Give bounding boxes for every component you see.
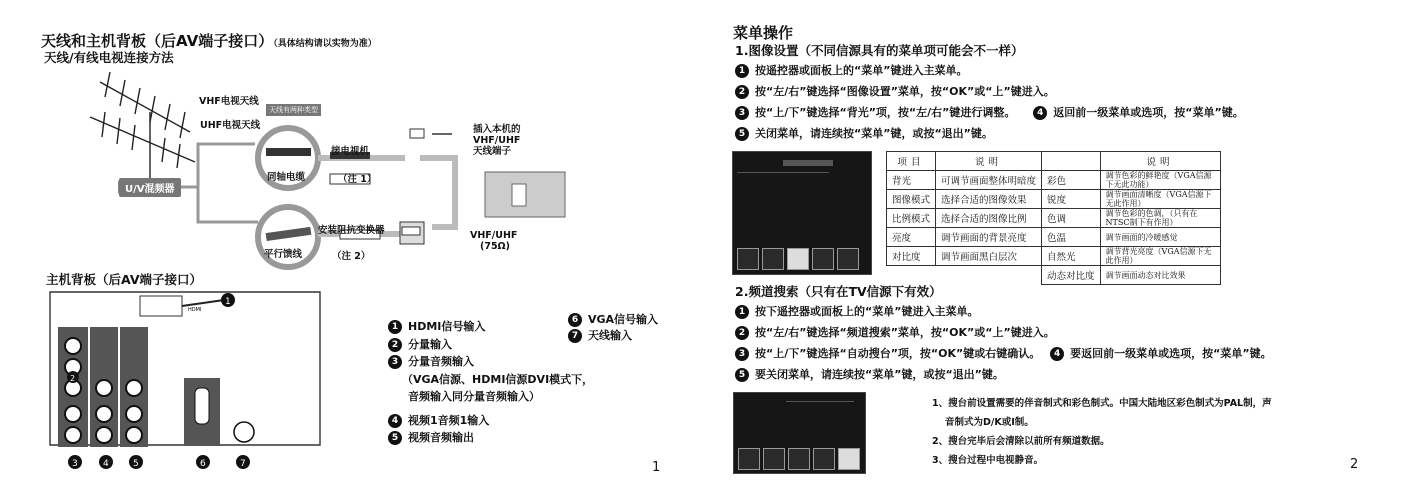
port-legend-right: [568, 312, 658, 344]
svg-text:3: 3: [72, 459, 78, 469]
legend-item: 4 视频1音频1输入: [388, 412, 593, 430]
search-notes: [932, 394, 1272, 470]
flat-feeder-label: 平行馈线: [264, 249, 303, 260]
vhf-antenna-label: VHF电视天线: [199, 96, 259, 107]
steps2: [735, 301, 1272, 385]
section2-title: 2.频道搜索（只有在TV信源下有效）: [735, 284, 942, 299]
table-row: 比例模式 选择合适的图像比例 色调 调节色彩的色调，（只有在NTSC制下有作用）: [887, 209, 1221, 228]
svg-text:1: 1: [225, 297, 231, 307]
page1-subtitle: 天线/有线电视连接方法: [44, 50, 174, 65]
antenna-type-badge: 天线有两种类型: [266, 104, 321, 116]
page-number-2: 2: [1350, 457, 1359, 472]
back-panel-diagram: [48, 290, 328, 470]
step-item: 3 按“上/下”键选择“自动搜台”项，按“OK”键或右键确认。 4 要返回前一级菜单或选项，按“菜单”键。: [735, 343, 1272, 364]
svg-text:6: 6: [200, 459, 206, 469]
legend-note: 音频输入同分量音频输入）: [408, 390, 540, 403]
svg-text:7: 7: [240, 459, 246, 469]
svg-text:HDMI: HDMI: [188, 307, 202, 313]
vhf-uhf-terminal-label: VHF/UHF (75Ω): [470, 230, 518, 252]
connect-tv-label: 接电视机: [331, 146, 370, 157]
svg-text:5: 5: [133, 459, 139, 469]
antenna-icon: [90, 72, 195, 182]
step-item: 2 按“左/右”键选择“图像设置”菜单，按“OK”或“上”键进入。: [735, 81, 1244, 102]
table-row: 图像模式 选择合适的图像效果 锐度 调节画面清晰度（VGA信源下无此作用）: [887, 190, 1221, 209]
page1-title: 天线和主机背板（后AV端子接口）（具体结构请以实物为准）: [41, 32, 377, 50]
page2-title: 菜单操作: [733, 24, 794, 42]
note1-label: （注 1）: [338, 174, 377, 185]
legend-note: （VGA信源、HDMI信源DVI模式下，: [402, 372, 594, 386]
channel-search-screenshot: [733, 392, 866, 474]
legend-item: 7 天线输入: [568, 328, 658, 344]
svg-text:2: 2: [70, 374, 76, 383]
table-row: 背光 可调节画面整体明暗度 彩色 调节色彩的鲜艳度（VGA信源下无此功能）: [887, 171, 1221, 190]
converter-label: 安装阻抗变换器: [318, 225, 385, 236]
section1-title: 1.图像设置（不同信源具有的菜单项可能会不一样）: [735, 43, 1024, 58]
mixer-label: U/V混频器: [119, 178, 181, 197]
step-item: 3 按“上/下”键选择“背光”项，按“左/右”键进行调整。 4 返回前一级菜单或选项，按“菜单”键。: [735, 102, 1244, 123]
legend-item: 1 HDMI信号输入: [388, 318, 593, 336]
legend-item: 6 VGA信号输入: [568, 312, 658, 328]
port-legend: [388, 318, 593, 447]
step-item: 5 关闭菜单，请连续按“菜单”键，或按“退出”键。: [735, 123, 1244, 144]
note-line: 音制式为D/K或I制。: [945, 417, 1034, 428]
table-row: 对比度 调节画面黑白层次 自然光 调节背光亮度（VGA信源下无此作用）: [887, 247, 1221, 266]
picture-menu-screenshot: [732, 151, 872, 275]
table-row: 亮度 调节画面的背景亮度 色温 调节画面的冷暖感觉: [887, 228, 1221, 247]
legend-item: 3 分量音频输入: [388, 353, 593, 371]
picture-settings-table: 项目 说明 说明 背光 可调节画面整体明暗度 彩色 调节色彩的鲜艳度（VGA信源下无此功能） 图像模式 选择合适的图像效果 锐度 调节画面清晰度（VGA信源下无此作用） 比例模式 选择合适的图像比例 色调 调节色彩的色调，（只有在NTSC制下有作用） 亮度 调节画面的背景亮度 色温 调节画面的冷暖感觉 对比度 调节画面黑白层次 自然光 调节背光亮度（VGA信源下无此作用） 动态对比度 调节画面动态对比效果: [886, 151, 1221, 285]
page-number-1: 1: [652, 460, 661, 475]
note2-label: （注 2）: [332, 251, 371, 262]
note-line: 2、搜台完毕后会清除以前所有频道数据。: [932, 436, 1110, 447]
uhf-antenna-label: UHF电视天线: [200, 120, 261, 131]
antenna-diagram: [80, 62, 640, 277]
step-item: 1 按遥控器或面板上的“菜单”键进入主菜单。: [735, 60, 1244, 81]
step-item: 1 按下遥控器或面板上的“菜单”键进入主菜单。: [735, 301, 1272, 322]
steps1: [735, 60, 1244, 144]
step-item: 2 按“左/右”键选择“频道搜索”菜单，按“OK”或“上”键进入。: [735, 322, 1272, 343]
panel-title: 主机背板（后AV端子接口）: [46, 272, 203, 287]
legend-item: 2 分量输入: [388, 336, 593, 354]
step-item: 5 要关闭菜单，请连续按“菜单”键，或按“退出”键。: [735, 364, 1272, 385]
note-line: 1、搜台前设置需要的伴音制式和彩色制式。中国大陆地区彩色制式为PAL制，声: [932, 398, 1272, 409]
coax-label: 同轴电缆: [267, 172, 306, 183]
note-line: 3、搜台过程中电视静音。: [932, 455, 1044, 466]
legend-item: 5 视频音频输出: [388, 429, 593, 447]
plug-in-label: 插入本机的 VHF/UHF 天线端子: [473, 124, 521, 157]
table-row: 动态对比度 调节画面动态对比效果: [887, 266, 1221, 285]
svg-text:4: 4: [103, 459, 109, 469]
